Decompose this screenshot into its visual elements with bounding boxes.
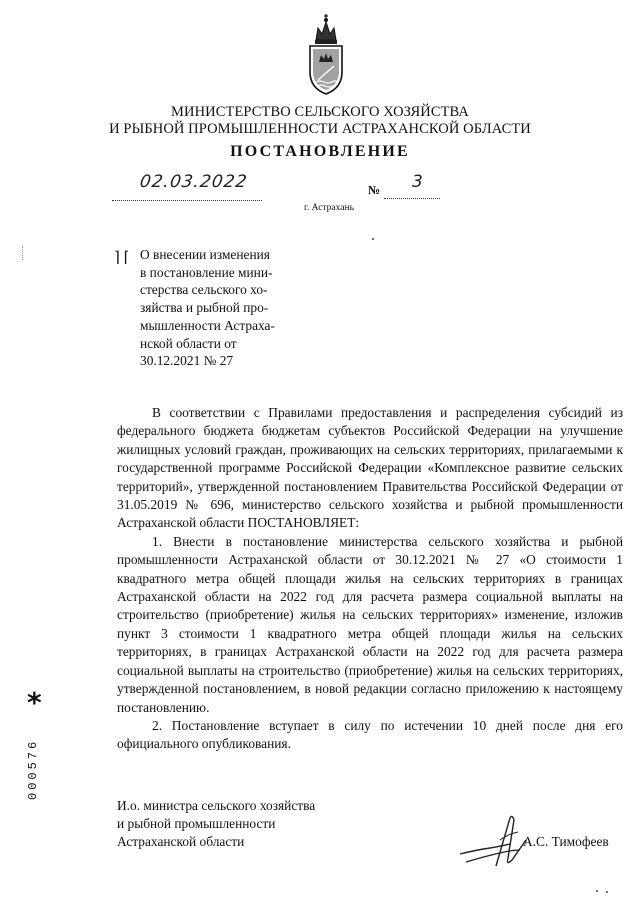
coat-of-arms-emblem [302, 10, 350, 96]
margin-star-mark: * [27, 686, 42, 719]
ministry-name-line2: И РЫБНОЙ ПРОМЫШЛЕННОСТИ АСТРАХАНСКОЙ ОБЛАСТИ [109, 121, 531, 137]
handwritten-number: 3 [412, 172, 423, 192]
subject-line: в постановление мини- [140, 264, 273, 280]
handwritten-signature [456, 810, 532, 874]
margin-mark [22, 246, 29, 260]
subject-line: стерства сельского хо- [140, 282, 268, 298]
signatory-line1: И.о. министра сельского хозяйства [117, 798, 316, 813]
signer-name: А.С. Тимофеев [523, 834, 609, 849]
number-label: № [368, 183, 381, 197]
scan-speck [372, 238, 374, 240]
document-subject [140, 246, 312, 370]
signatory-line2: и рыбной промышленности [117, 816, 276, 831]
body-paragraph-preamble: В соответствии с Правилами предоставления и распределения субсидий из федерального бюджета бюджетам субъектов Российской Федерации на улучшение жилищных условий граждан, проживающих на сельских территориях, прилагаемыми к государственной программе Российской Федерации «Комплексное развитие сельских территорий», утвержденной постановлением Правительства Российской Федерации от 31.05.2019 № 696, министерство сельского хозяйства и рыбной промышленности Астраханской области ПОСТАНОВЛЯЕТ: [117, 405, 623, 531]
subject-line: О внесении изменения [140, 247, 270, 262]
document-type-title: ПОСТАНОВЛЕНИЕ [230, 143, 410, 160]
subject-line: 30.12.2021 № 27 [140, 353, 234, 369]
signatory-line3: Астраханской области [117, 834, 245, 849]
body-paragraph-item-1: 1. Внести в постановление министерства сельского хозяйства и рыбной промышленности Астраханской области от 30.12.2021 № 27 «О стоимости 1 квадратного метра общей площади жилья на сельских территориях в границах Астраханской области на 2022 год для расчета размера социальной выплаты на строительство (приобретение) жилья на сельских территориях» изменение, изложив пункт 3 стоимости 1 квадратного метра общей площади жилья на сельских территориях, в границах Астраханской области на 2022 год для расчета размера социальной выплаты на строительство (приобретение) жилья на сельских территориях, утвержденной постановлением, в новой редакции согласно приложению к настоящему постановлению. [117, 533, 623, 715]
scan-speck [606, 891, 608, 893]
ministry-name-line1: МИНИСТЕРСТВО СЕЛЬСКОГО ХОЗЯЙСТВА [171, 104, 469, 120]
scan-speck [596, 890, 598, 892]
signatory-position [117, 797, 315, 851]
subject-bracket-mark: ⌉ ⌈ [114, 250, 130, 266]
margin-stamp-number: 000576 [26, 738, 40, 800]
handwritten-date: 02.03.2022 [138, 172, 249, 192]
body-paragraph-item-2: 2. Постановление вступает в силу по истечении 10 дней после дня его официального опубликования. [117, 717, 623, 752]
subject-line: мышленности Астраха- [140, 317, 275, 333]
city-name: г. Астрахань [304, 203, 354, 213]
document-body [117, 404, 623, 754]
subject-line: зяйства и рыбной про- [140, 300, 269, 316]
subject-line: нской области от [140, 335, 237, 351]
ministry-name [0, 104, 640, 138]
